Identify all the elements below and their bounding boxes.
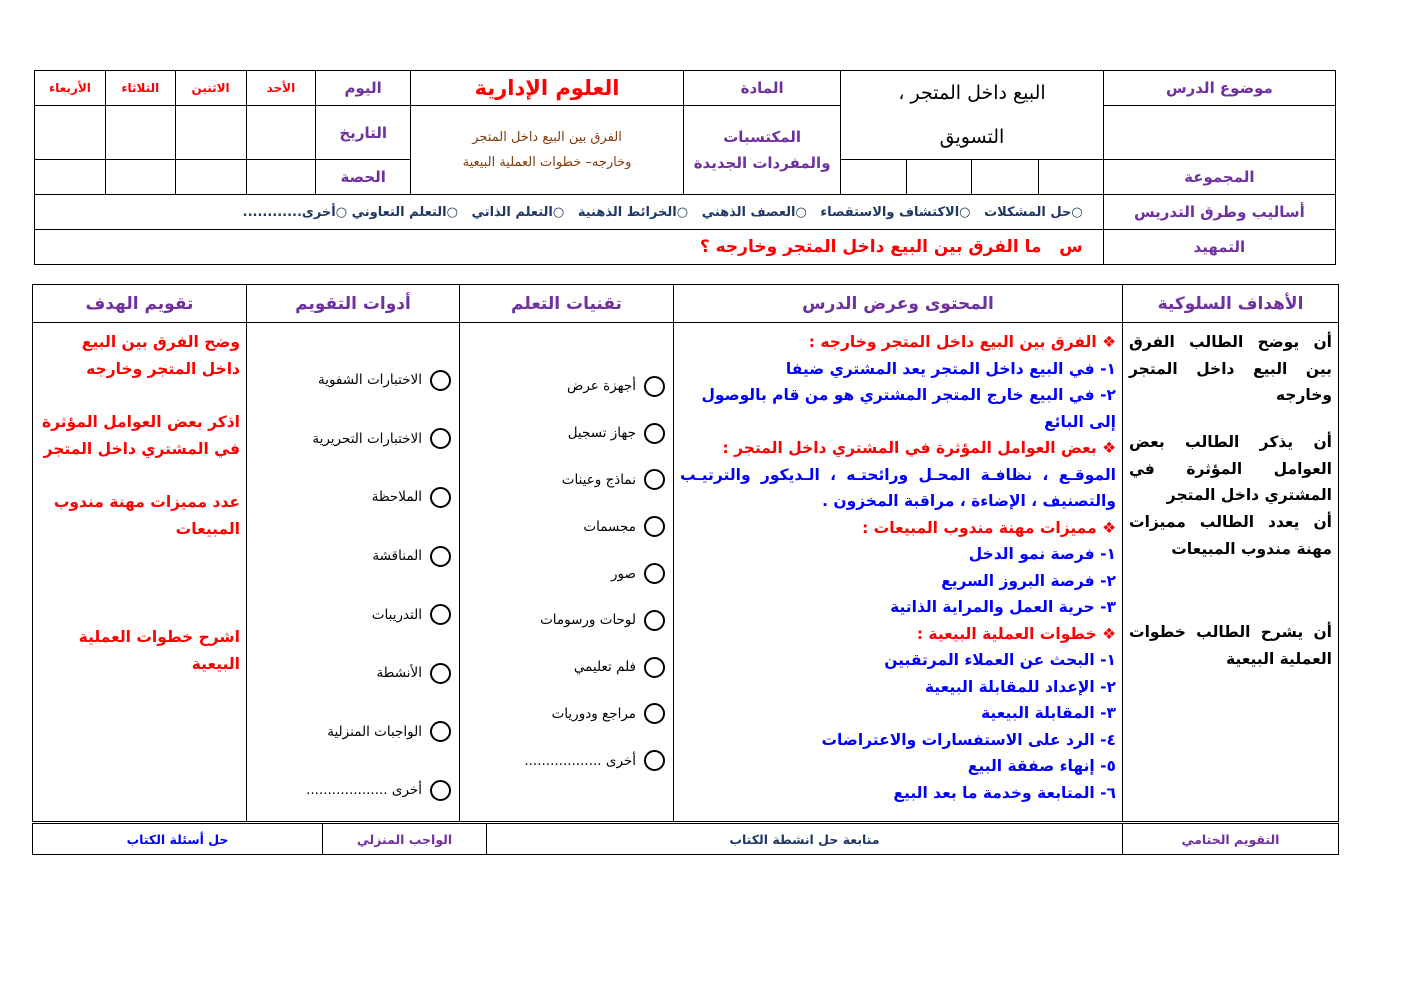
radio-circle-icon[interactable] — [430, 721, 451, 742]
method-cooperative[interactable]: ○التعلم التعاوني — [351, 204, 458, 220]
tool-item[interactable]: الواجبات المنزلية — [247, 703, 451, 762]
lesson-topic-line2: التسويق — [939, 126, 1005, 148]
day-monday: الاثنين — [175, 71, 246, 106]
intro-text: ما الفرق بين البيع داخل المتجر وخارجه ؟ — [699, 237, 1042, 257]
technique-item[interactable]: فلم تعليمي — [460, 644, 665, 691]
period-cell-1[interactable] — [246, 160, 316, 195]
homework-value: حل أسئلة الكتاب — [33, 824, 323, 855]
evaluation-column — [33, 323, 247, 822]
final-eval-value: متابعة حل انشطة الكتاب — [487, 824, 1123, 855]
acquired-value-line2: وخارجه– خطوات العملية البيعية — [462, 155, 632, 170]
lesson-topic-label: موضوع الدرس — [1103, 71, 1335, 106]
homework-label: الواجب المنزلي — [323, 824, 487, 855]
group-cell-3[interactable] — [906, 160, 972, 195]
technique-item[interactable]: جهاز تسجيل — [460, 410, 665, 457]
objective-item: أن يذكر الطالب بعض العوامل المؤثرة في المشتري داخل المتجر — [1129, 433, 1332, 504]
group-cell-2[interactable] — [972, 160, 1039, 195]
radio-circle-icon[interactable] — [430, 370, 451, 391]
acquired-label-line1: المكتسبات — [723, 128, 802, 146]
method-discovery[interactable]: ○الاكتشاف والاستقصاء — [820, 204, 971, 220]
radio-circle-icon[interactable] — [644, 469, 665, 490]
tool-item[interactable]: الأنشطة — [247, 644, 451, 703]
evaluation-item: اذكر بعض العوامل المؤثرة في المشتري داخل المتجر — [41, 413, 240, 458]
techniques-header: تقنيات التعلم — [460, 285, 674, 323]
diamond-icon: ❖ — [1102, 333, 1116, 351]
method-problem-solving[interactable]: ○حل المشكلات — [984, 204, 1083, 220]
radio-circle-icon[interactable] — [430, 546, 451, 567]
technique-item[interactable]: أخرى .................. — [460, 737, 665, 784]
content-line: ٦- المتابعة وخدمة ما بعد البيع — [893, 783, 1116, 802]
technique-item[interactable]: لوحات ورسومات — [460, 597, 665, 644]
objective-item: أن يوضح الطالب الفرق بين البيع داخل المتجر وخارجه — [1129, 333, 1332, 404]
content-line: ١- فرصة نمو الدخل — [968, 545, 1116, 563]
tool-item[interactable]: الاختبارات التحريرية — [247, 410, 451, 469]
content-line: ١- البحث عن العملاء المرتقبين — [884, 651, 1116, 669]
acquired-value-line1: الفرق بين البيع داخل المتجر — [472, 130, 622, 145]
subject-label: المادة — [683, 71, 840, 106]
tool-item[interactable]: التدريبات — [247, 585, 451, 644]
content-heading-2: ❖ بعض العوامل المؤثرة في المشتري داخل المتجر : — [722, 439, 1116, 457]
evaluation-header: تقويم الهدف — [33, 285, 247, 323]
techniques-column — [460, 323, 674, 822]
method-brainstorming[interactable]: ○العصف الذهني — [701, 204, 807, 220]
acquired-label — [683, 106, 840, 195]
content-column — [674, 323, 1123, 822]
tools-header: أدوات التقويم — [247, 285, 460, 323]
technique-item[interactable]: مجسمات — [460, 503, 665, 550]
method-self-learning[interactable]: ○التعلم الذاتي — [471, 204, 565, 220]
lesson-header-table — [34, 70, 1336, 265]
acquired-value — [411, 106, 684, 195]
objective-item: أن يشرح الطالب خطوات العملية البيعية — [1129, 623, 1332, 668]
lesson-topic-label-blank — [1103, 106, 1335, 160]
lesson-topic-line1: البيع داخل المتجر ، — [898, 82, 1046, 104]
objectives-header: الأهداف السلوكية — [1123, 285, 1339, 323]
radio-circle-icon[interactable] — [430, 604, 451, 625]
radio-circle-icon[interactable] — [644, 376, 665, 397]
date-cell-2[interactable] — [175, 106, 246, 160]
tool-item[interactable]: المناقشة — [247, 527, 451, 586]
group-cell-4[interactable] — [841, 160, 907, 195]
content-line: الموقـع ، نظافـة المحـل ورائحتـه ، الـديكور والترتيـب والتصنيف ، الإضاءة ، مراقبة المخزون . — [680, 465, 1116, 510]
date-cell-4[interactable] — [35, 106, 106, 160]
acquired-label-line2: والمفردات الجديدة — [693, 154, 831, 172]
technique-item[interactable]: أجهزة عرض — [460, 363, 665, 410]
content-line: ٤- الرد على الاستفسارات والاعتراضات — [821, 730, 1116, 749]
diamond-icon: ❖ — [1102, 439, 1116, 457]
content-heading-1: ❖ الفرق بين البيع داخل المتجر وخارجه : — [808, 333, 1116, 351]
evaluation-item: اشرح خطوات العملية البيعية — [78, 628, 240, 673]
radio-circle-icon[interactable] — [644, 703, 665, 724]
objective-item: أن يعدد الطالب مميزات مهنة مندوب المبيعات — [1129, 513, 1332, 558]
lesson-topic-value — [841, 71, 1103, 160]
radio-circle-icon[interactable] — [430, 428, 451, 449]
content-heading-4: ❖ خطوات العملية البيعية : — [916, 624, 1116, 643]
intro-question — [35, 230, 1104, 265]
radio-circle-icon[interactable] — [430, 780, 451, 801]
content-header: المحتوى وعرض الدرس — [674, 285, 1123, 323]
intro-prefix: س — [1059, 237, 1083, 257]
date-cell-3[interactable] — [105, 106, 175, 160]
content-line: ٣- المقابلة البيعية — [980, 704, 1116, 722]
period-label: الحصة — [316, 160, 411, 195]
content-line: ١- في البيع داخل المتجر يعد المشتري ضيفا — [785, 359, 1116, 378]
radio-circle-icon[interactable] — [644, 610, 665, 631]
radio-circle-icon[interactable] — [430, 487, 451, 508]
evaluation-item: عدد مميزات مهنة مندوب المبيعات — [53, 493, 240, 538]
tool-item[interactable]: أخرى ................... — [247, 761, 451, 820]
subject-value: العلوم الإدارية — [411, 71, 684, 106]
radio-circle-icon[interactable] — [644, 657, 665, 678]
period-cell-2[interactable] — [175, 160, 246, 195]
objectives-column — [1123, 323, 1339, 822]
content-line: ٢- فرصة البروز السريع — [941, 571, 1116, 590]
tools-column — [247, 323, 460, 822]
content-line: ٢- في البيع خارج المتجر المشتري هو من قام بالوصول إلى البائع — [701, 386, 1116, 431]
intro-label: التمهيد — [1103, 230, 1335, 265]
technique-item[interactable]: نماذج وعينات — [460, 457, 665, 504]
tool-item[interactable]: الملاحظة — [247, 468, 451, 527]
methods-list — [35, 195, 1104, 230]
day-sunday: الأحد — [246, 71, 316, 106]
method-other[interactable]: ○أخرى............ — [242, 204, 348, 220]
lesson-body-table — [32, 284, 1339, 822]
group-cell-1[interactable] — [1039, 160, 1104, 195]
date-cell-1[interactable] — [246, 106, 316, 160]
content-line: ٢- الإعداد للمقابلة البيعية — [924, 677, 1116, 696]
radio-circle-icon[interactable] — [644, 516, 665, 537]
content-line: ٥- إنهاء صفقة البيع — [967, 757, 1116, 775]
diamond-icon: ❖ — [1102, 624, 1116, 643]
content-line: ٣- حرية العمل والمراية الذاتية — [890, 598, 1116, 616]
final-evaluation-table — [32, 823, 1339, 855]
period-cell-4[interactable] — [35, 160, 106, 195]
method-mind-maps[interactable]: ○الخرائط الذهنية — [577, 204, 689, 220]
evaluation-item: وضح الفرق بين البيع داخل المتجر وخارجه — [81, 333, 240, 378]
diamond-icon: ❖ — [1102, 518, 1116, 537]
day-wednesday: الأربعاء — [35, 71, 106, 106]
period-cell-3[interactable] — [105, 160, 175, 195]
radio-circle-icon[interactable] — [644, 750, 665, 771]
technique-item[interactable]: صور — [460, 550, 665, 597]
content-heading-3: ❖ مميزات مهنة مندوب المبيعات : — [862, 518, 1116, 537]
group-label: المجموعة — [1103, 160, 1335, 195]
day-tuesday: الثلاثاء — [105, 71, 175, 106]
date-label: التاريخ — [316, 106, 411, 160]
final-eval-label: التقويم الختامي — [1123, 824, 1339, 855]
radio-circle-icon[interactable] — [644, 563, 665, 584]
methods-label: أساليب وطرق التدريس — [1103, 195, 1335, 230]
day-label: اليوم — [316, 71, 411, 106]
tool-item[interactable]: الاختبارات الشفوية — [247, 351, 451, 410]
technique-item[interactable]: مراجع ودوريات — [460, 691, 665, 738]
radio-circle-icon[interactable] — [430, 663, 451, 684]
radio-circle-icon[interactable] — [644, 423, 665, 444]
